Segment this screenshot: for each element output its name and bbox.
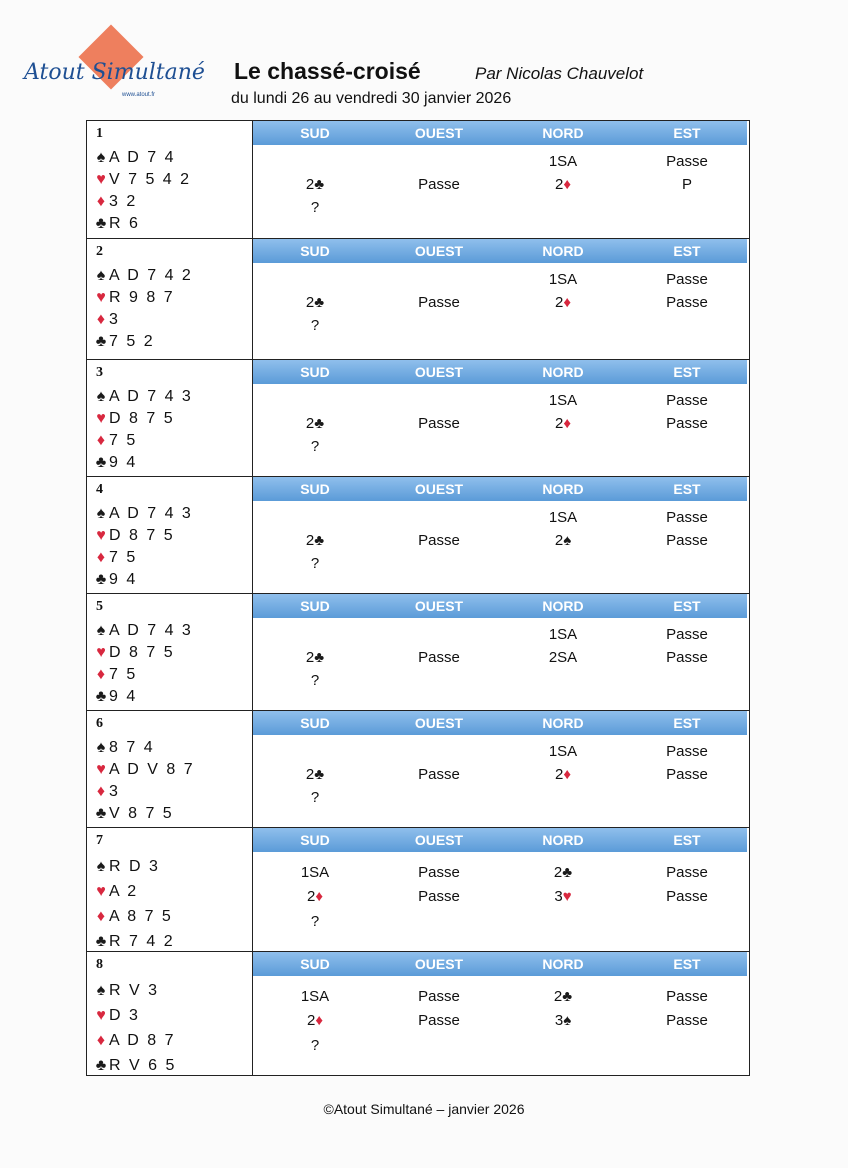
deal-row bbox=[87, 711, 749, 828]
bidding-cell bbox=[253, 239, 747, 359]
suit-holding bbox=[93, 571, 137, 589]
cards-text: R D 3 bbox=[109, 858, 160, 875]
bid-call: 2♣ bbox=[305, 415, 325, 432]
logo-url: www.atout.fr bbox=[122, 92, 156, 98]
column-header: EST bbox=[673, 956, 701, 972]
deal-row bbox=[87, 477, 749, 594]
bidding-header bbox=[253, 711, 747, 735]
bid-call: Passe bbox=[666, 888, 708, 905]
bidding-header bbox=[253, 594, 747, 618]
cards-text: A 2 bbox=[109, 883, 139, 900]
cards-text: A D 7 4 3 bbox=[109, 388, 193, 405]
suit-icon: ♣ bbox=[95, 215, 107, 232]
deal-row bbox=[87, 360, 749, 477]
suit-holding bbox=[93, 858, 160, 876]
cards-text: 3 bbox=[109, 783, 120, 800]
hand-cell bbox=[87, 239, 253, 359]
suit-holding bbox=[93, 933, 175, 951]
bidding-header bbox=[253, 239, 747, 263]
hand-cell bbox=[87, 828, 253, 951]
suit-holding bbox=[93, 505, 193, 523]
suit-holding bbox=[93, 1007, 140, 1025]
bid-call: 2♣ bbox=[305, 532, 325, 549]
cards-text: A D 7 4 2 bbox=[109, 267, 193, 284]
suit-holding bbox=[93, 432, 137, 450]
column-header: NORD bbox=[542, 715, 584, 731]
bid-call: ? bbox=[310, 672, 320, 689]
cards-text: 8 7 4 bbox=[109, 739, 155, 756]
suit-holding bbox=[93, 783, 120, 801]
suit-icon: ♣ bbox=[95, 933, 107, 950]
cards-text: R V 6 5 bbox=[109, 1057, 177, 1074]
bid-call: 2♣ bbox=[305, 176, 325, 193]
suit-holding bbox=[93, 761, 195, 779]
column-header: EST bbox=[673, 832, 701, 848]
suit-holding bbox=[93, 454, 137, 472]
suit-holding bbox=[93, 333, 155, 351]
cards-text: A 8 7 5 bbox=[109, 908, 173, 925]
cards-text: R 6 bbox=[109, 215, 140, 232]
cards-text: A D 7 4 3 bbox=[109, 622, 193, 639]
suit-icon: ♦ bbox=[96, 666, 106, 683]
bid-call: 1SA bbox=[548, 626, 578, 643]
bidding-cell bbox=[253, 360, 747, 476]
bid-call: 2♣ bbox=[553, 864, 573, 881]
cards-text: R V 3 bbox=[109, 982, 160, 999]
bid-call: Passe bbox=[666, 626, 708, 643]
bid-call: Passe bbox=[666, 415, 708, 432]
cards-text: 9 4 bbox=[109, 571, 138, 588]
bid-call: 2♦ bbox=[555, 766, 571, 783]
cards-text: D 3 bbox=[109, 1007, 140, 1024]
bid-call: Passe bbox=[418, 888, 460, 905]
suit-icon: ♠ bbox=[96, 267, 106, 284]
bid-call: Passe bbox=[418, 294, 460, 311]
hand-cell bbox=[87, 360, 253, 476]
column-header: SUD bbox=[300, 481, 330, 497]
suit-icon: ♣ bbox=[95, 688, 107, 705]
column-header: OUEST bbox=[414, 481, 464, 497]
cards-text: 7 5 bbox=[109, 549, 138, 566]
bidding-header bbox=[253, 828, 747, 852]
column-header: NORD bbox=[542, 243, 584, 259]
bid-call: Passe bbox=[666, 766, 708, 783]
suit-icon: ♥ bbox=[96, 883, 106, 900]
suit-holding bbox=[93, 289, 175, 307]
column-header: EST bbox=[673, 481, 701, 497]
bid-call: 2♣ bbox=[305, 294, 325, 311]
cards-text: A D 7 4 bbox=[109, 149, 176, 166]
hand-cell bbox=[87, 477, 253, 593]
bidding-cell bbox=[253, 952, 747, 1075]
bid-call: 1SA bbox=[548, 509, 578, 526]
suit-holding bbox=[93, 805, 174, 823]
column-header: OUEST bbox=[414, 243, 464, 259]
column-header: NORD bbox=[542, 598, 584, 614]
deal-row bbox=[87, 594, 749, 711]
bid-call: Passe bbox=[418, 532, 460, 549]
deal-number: 6 bbox=[96, 716, 103, 731]
suit-holding bbox=[93, 908, 173, 926]
bidding-cell bbox=[253, 594, 747, 710]
bid-call: P bbox=[681, 176, 692, 193]
suit-icon: ♣ bbox=[95, 1057, 107, 1074]
suit-icon: ♥ bbox=[96, 289, 106, 306]
suit-holding bbox=[93, 267, 193, 285]
cards-text: R 7 4 2 bbox=[109, 933, 175, 950]
bid-call: ? bbox=[310, 1037, 320, 1054]
suit-holding bbox=[93, 688, 137, 706]
bid-call: 2♠ bbox=[554, 532, 572, 549]
hand-cell bbox=[87, 952, 253, 1075]
bid-call: Passe bbox=[666, 271, 708, 288]
column-header: OUEST bbox=[414, 364, 464, 380]
bidding-header bbox=[253, 121, 747, 145]
cards-text: A D V 8 7 bbox=[109, 761, 195, 778]
bid-call: 3♠ bbox=[554, 1012, 572, 1029]
bid-call: 2♣ bbox=[305, 649, 325, 666]
bid-call: Passe bbox=[666, 532, 708, 549]
suit-holding bbox=[93, 527, 175, 545]
bid-call: 2♣ bbox=[553, 988, 573, 1005]
column-header: EST bbox=[673, 125, 701, 141]
cards-text: 7 5 2 bbox=[109, 333, 155, 350]
hand-cell bbox=[87, 121, 253, 238]
column-header: SUD bbox=[300, 832, 330, 848]
bid-call: Passe bbox=[418, 766, 460, 783]
bid-call: Passe bbox=[666, 509, 708, 526]
deal-number: 3 bbox=[96, 365, 103, 380]
suit-icon: ♥ bbox=[96, 171, 106, 188]
bid-call: Passe bbox=[666, 988, 708, 1005]
bidding-header bbox=[253, 360, 747, 384]
deal-number: 1 bbox=[96, 126, 103, 141]
suit-icon: ♠ bbox=[96, 388, 106, 405]
bid-call: 1SA bbox=[300, 864, 330, 881]
cards-text: V 8 7 5 bbox=[109, 805, 174, 822]
suit-icon: ♦ bbox=[96, 908, 106, 925]
bid-call: 2SA bbox=[548, 649, 578, 666]
bid-call: Passe bbox=[666, 294, 708, 311]
cards-text: D 8 7 5 bbox=[109, 410, 175, 427]
atout-simultane-logo bbox=[24, 30, 205, 106]
cards-text: A D 8 7 bbox=[109, 1032, 176, 1049]
cards-text: D 8 7 5 bbox=[109, 527, 175, 544]
bid-call: ? bbox=[310, 199, 320, 216]
cards-text: D 8 7 5 bbox=[109, 644, 175, 661]
suit-icon: ♦ bbox=[96, 783, 106, 800]
suit-holding bbox=[93, 883, 138, 901]
suit-icon: ♦ bbox=[96, 432, 106, 449]
column-header: EST bbox=[673, 715, 701, 731]
page-title: Le chassé-croisé bbox=[234, 58, 421, 84]
column-header: SUD bbox=[300, 598, 330, 614]
cards-text: A D 7 4 3 bbox=[109, 505, 193, 522]
suit-holding bbox=[93, 982, 159, 1000]
suit-holding bbox=[93, 193, 137, 211]
bid-call: 2♣ bbox=[305, 766, 325, 783]
deal-row bbox=[87, 121, 749, 239]
suit-icon: ♥ bbox=[96, 761, 106, 778]
column-header: NORD bbox=[542, 364, 584, 380]
hand-cell bbox=[87, 594, 253, 710]
suit-holding bbox=[93, 1032, 175, 1050]
bid-call: Passe bbox=[418, 649, 460, 666]
bid-call: 2♦ bbox=[555, 415, 571, 432]
column-header: SUD bbox=[300, 125, 330, 141]
deal-row bbox=[87, 239, 749, 360]
suit-icon: ♠ bbox=[96, 739, 106, 756]
cards-text: 7 5 bbox=[109, 432, 138, 449]
suit-icon: ♠ bbox=[96, 622, 106, 639]
cards-text: 3 bbox=[109, 311, 120, 328]
suit-icon: ♣ bbox=[95, 571, 107, 588]
column-header: SUD bbox=[300, 956, 330, 972]
bid-call: Passe bbox=[666, 649, 708, 666]
suit-holding bbox=[93, 215, 140, 233]
suit-icon: ♥ bbox=[96, 1007, 106, 1024]
suit-holding bbox=[93, 1057, 176, 1075]
bid-call: 2♦ bbox=[307, 1012, 323, 1029]
suit-holding bbox=[93, 311, 120, 329]
suit-holding bbox=[93, 149, 175, 167]
cards-text: 7 5 bbox=[109, 666, 138, 683]
column-header: NORD bbox=[542, 481, 584, 497]
column-header: NORD bbox=[542, 956, 584, 972]
cards-text: 9 4 bbox=[109, 688, 138, 705]
bid-call: Passe bbox=[418, 988, 460, 1005]
suit-holding bbox=[93, 622, 193, 640]
bid-call: 2♦ bbox=[555, 176, 571, 193]
bid-call: ? bbox=[310, 438, 320, 455]
suit-holding bbox=[93, 549, 137, 567]
bid-call: Passe bbox=[418, 176, 460, 193]
suit-icon: ♣ bbox=[95, 454, 107, 471]
bid-call: ? bbox=[310, 913, 320, 930]
deal-row bbox=[87, 952, 749, 1076]
column-header: NORD bbox=[542, 832, 584, 848]
hand-cell bbox=[87, 711, 253, 827]
deal-number: 7 bbox=[96, 833, 103, 848]
bid-call: 1SA bbox=[548, 271, 578, 288]
deal-number: 2 bbox=[96, 244, 103, 259]
bid-call: ? bbox=[310, 789, 320, 806]
suit-icon: ♦ bbox=[96, 549, 106, 566]
column-header: OUEST bbox=[414, 125, 464, 141]
column-header: OUEST bbox=[414, 715, 464, 731]
bid-call: Passe bbox=[666, 153, 708, 170]
bid-call: 1SA bbox=[548, 392, 578, 409]
bidding-cell bbox=[253, 828, 747, 951]
cards-text: 9 4 bbox=[109, 454, 138, 471]
bidding-cell bbox=[253, 477, 747, 593]
bid-call: ? bbox=[310, 555, 320, 572]
suit-holding bbox=[93, 410, 175, 428]
suit-icon: ♦ bbox=[96, 311, 106, 328]
column-header: EST bbox=[673, 364, 701, 380]
suit-icon: ♥ bbox=[96, 410, 106, 427]
column-header: EST bbox=[673, 598, 701, 614]
bid-call: Passe bbox=[418, 415, 460, 432]
author-line: Par Nicolas Chauvelot bbox=[475, 64, 644, 83]
column-header: SUD bbox=[300, 364, 330, 380]
bid-call: 1SA bbox=[548, 743, 578, 760]
bid-call: 2♦ bbox=[307, 888, 323, 905]
suit-icon: ♥ bbox=[96, 644, 106, 661]
bid-call: 1SA bbox=[300, 988, 330, 1005]
cards-text: R 9 8 7 bbox=[109, 289, 175, 306]
bidding-header bbox=[253, 477, 747, 501]
suit-holding bbox=[93, 171, 191, 189]
deal-number: 8 bbox=[96, 957, 103, 972]
suit-holding bbox=[93, 644, 175, 662]
column-header: OUEST bbox=[414, 598, 464, 614]
bid-call: 2♦ bbox=[555, 294, 571, 311]
bid-call: 1SA bbox=[548, 153, 578, 170]
bid-call: Passe bbox=[666, 392, 708, 409]
column-header: OUEST bbox=[414, 956, 464, 972]
deal-number: 4 bbox=[96, 482, 103, 497]
suit-icon: ♠ bbox=[96, 858, 106, 875]
column-header: OUEST bbox=[414, 832, 464, 848]
suit-icon: ♦ bbox=[96, 193, 106, 210]
suit-holding bbox=[93, 739, 155, 757]
column-header: NORD bbox=[542, 125, 584, 141]
cards-text: V 7 5 4 2 bbox=[109, 171, 192, 188]
bid-call: Passe bbox=[666, 1012, 708, 1029]
deal-row bbox=[87, 828, 749, 952]
column-header: SUD bbox=[300, 715, 330, 731]
column-header: SUD bbox=[300, 243, 330, 259]
suit-icon: ♠ bbox=[96, 982, 106, 999]
logo-wordmark: Atout Simultané bbox=[24, 60, 205, 85]
bidding-cell bbox=[253, 711, 747, 827]
suit-icon: ♠ bbox=[96, 505, 106, 522]
column-header: EST bbox=[673, 243, 701, 259]
bid-call: Passe bbox=[666, 864, 708, 881]
date-range: du lundi 26 au vendredi 30 janvier 2026 bbox=[231, 90, 512, 107]
bidding-cell bbox=[253, 121, 747, 238]
suit-icon: ♠ bbox=[96, 149, 106, 166]
bid-call: ? bbox=[310, 317, 320, 334]
suit-holding bbox=[93, 666, 137, 684]
bid-call: 3♥ bbox=[554, 888, 572, 905]
cards-text: 3 2 bbox=[109, 193, 138, 210]
deal-number: 5 bbox=[96, 599, 103, 614]
bid-call: Passe bbox=[418, 864, 460, 881]
suit-icon: ♥ bbox=[96, 527, 106, 544]
bid-call: Passe bbox=[666, 743, 708, 760]
suit-icon: ♣ bbox=[95, 805, 107, 822]
deals-table bbox=[86, 120, 750, 1076]
bidding-header bbox=[253, 952, 747, 976]
footer-copyright: ©Atout Simultané – janvier 2026 bbox=[323, 1101, 525, 1117]
suit-icon: ♣ bbox=[95, 333, 107, 350]
suit-holding bbox=[93, 388, 193, 406]
suit-icon: ♦ bbox=[96, 1032, 106, 1049]
bid-call: Passe bbox=[418, 1012, 460, 1029]
